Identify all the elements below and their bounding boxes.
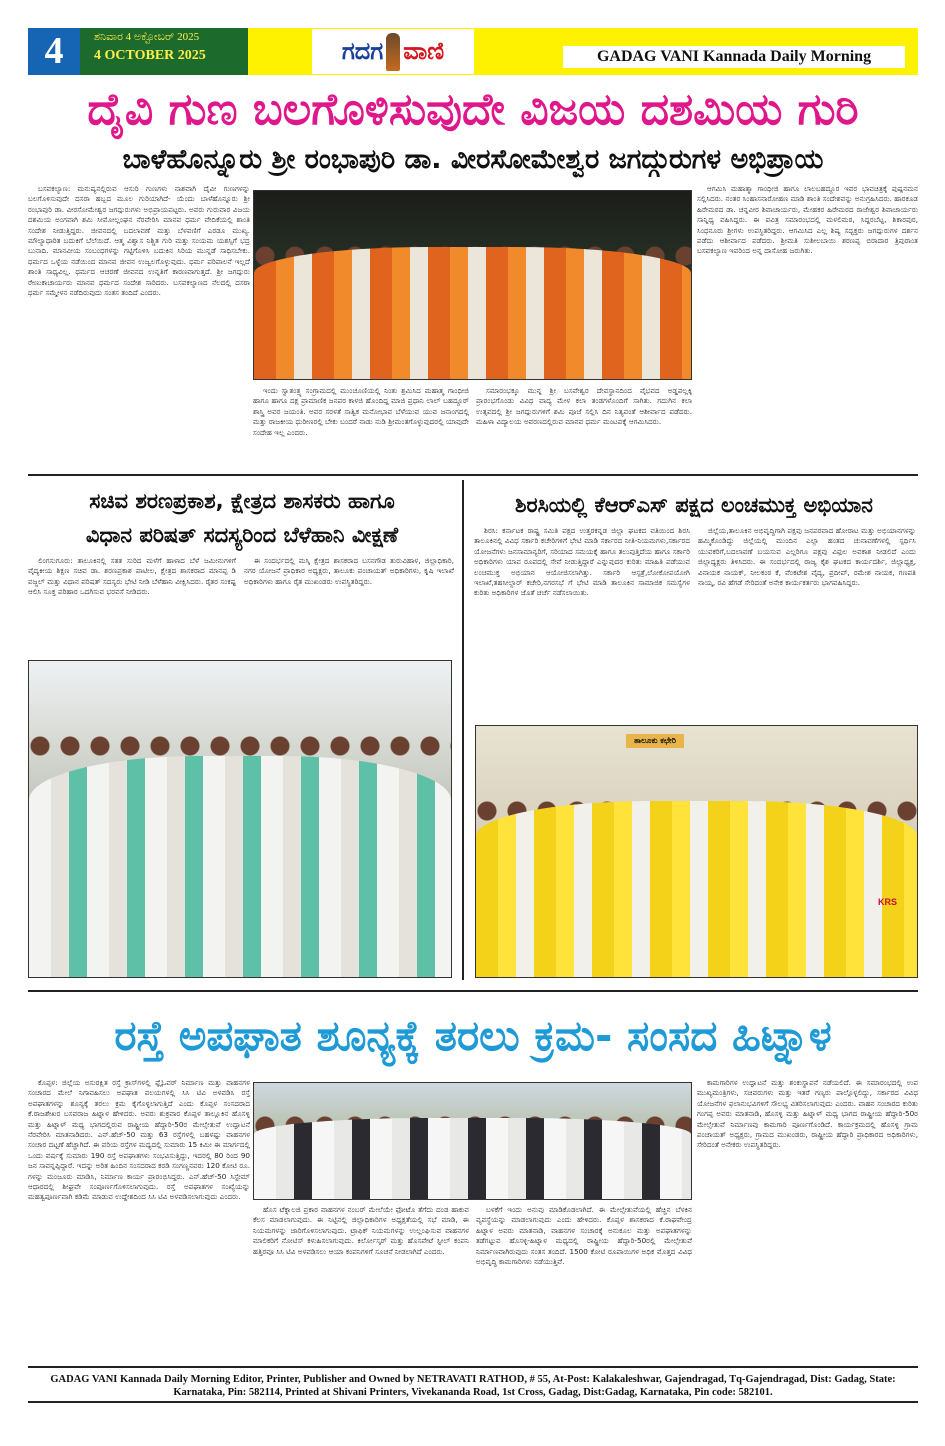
article4-headline: ರಸ್ತೆ ಅಪಘಾತ ಶೂನ್ಯಕ್ಕೆ ತರಲು ಕ್ರಮ- ಸಂಸದ ಹಿಟ್ನಾಳ <box>114 1011 832 1060</box>
date-english: 4 OCTOBER 2025 <box>94 48 206 63</box>
logo-text-vani: ವಾಣಿ <box>403 37 445 65</box>
article3-column-1: ಶಿರಸಿ: ಕರ್ನಾಟಕ ರಾಷ್ಟ್ರ ಸಮಿತಿ ಪಕ್ಷದ ಉತ್ತರಕನ್ನಡ ಜಿಲ್ಲಾ ಘಟಕದ ವತಿಯಿಂದ ಶಿರಸಿ ತಾಲೂಕಿನಲ್ಲಿ ವಿವಿಧ ಸರ್ಕಾರಿ ಕಚೇರಿಗಳಿಗೆ ಭೇಟಿ ಮಾಡಿ ಸರ್ಕಾರದ ನೀತಿ-ನಿಯಮಗಳು,ಸರ್ಕಾರದ ಯೋಜನೆಗಳು ಜನಸಾಮಾನ್ಯರಿಗೆ, ಸರಿಯಾದ ಸಮಯಕ್ಕೆ ಹಾಗೂ ತಲುಪುತ್ತಿದೆಯ ಹಾಗೂ ಸರ್ಕಾರಿ ಅಧಿಕಾರಿಗಳು ಯಾವ ರೂಪದಲ್ಲಿ ಸೇವೆ ನೀಡುತ್ತಿದ್ದಾರೆ ಎನ್ನುವುದರ ಕುರಿತು ಮಾಹಿತಿ ಪಡೆಯುವ ಲಂಚಮುಕ್ತ ಅಭಿಯಾನ ಆಯೋಜಿಸಲಾಗಿತ್ತು. ಸರ್ಕಾರಿ ಆಸ್ಪತ್ರೆ,ಲೋಕೋಪಯೋಗಿ ಇಲಾಖೆ,ತಹಸೀಲ್ದಾರ್ ಕಚೇರಿ,ನಗರಸಭೆ ಗೆ ಭೇಟಿ ಮಾಡಿ ತಾಲೂಕಿನ ಸಾಮಾಜಿಕ ಸಮಸ್ಯೆಗಳ ಕುರಿತು ಅಧಿಕಾರಿಗಳ ಜೊತೆ ಚರ್ಚೆ ನಡೆಸಲಾಯಿತು. <box>474 526 690 598</box>
masthead-tagline: GADAG VANI Kannada Daily Morning <box>563 46 905 68</box>
article2-headline-line1: ಸಚಿವ ಶರಣಪ್ರಕಾಶ, ಕ್ಷೇತ್ರದ ಶಾಸಕರು ಹಾಗೂ <box>89 489 395 513</box>
shirt-logo: KRS <box>877 897 897 907</box>
newspaper-logo <box>312 29 474 74</box>
article1-column-3: ಸಮಾರಂಭಕ್ಕೂ ಮುನ್ನ ಶ್ರೀ ಬಸವೇಶ್ವರ ದೇವಸ್ಥಾನದಿಂದ ವೈಭವದ ಅಡ್ಡಪಲ್ಲಕ್ಕಿ ಪ್ರಾರಂಭಗೊಂಡು ವಿವಿಧ ವಾದ್ಯ ಮೇಳ ಕಲಾ ತಂಡಗಳೊಂದಿಗೆ ಸಾಗಿತು. ಗದುಗಿನ ಕಲಾ ಉತ್ಸವದಲ್ಲಿ ಶ್ರೀ ಜಗದ್ಗುರುಗಳಿಗೆ ಶಮಿ ಪೂಜೆ ಸಲ್ಲಿಸಿ ದಿನ ನಿತ್ಯವಂತೆ ಆಶೀರ್ವಾದ ಪಡೆದರು. ಮಹಿಳಾ ವಿದ್ಯಾಲಯ ಅವರಣದಲ್ಲಿರುವ ಮಾನವ ಧರ್ಮ ಮಂಟಪಕ್ಕೆ ಆಗಮಿಸಿದರು. <box>476 386 692 427</box>
statue-icon <box>386 33 400 71</box>
article1-column-1: ಬಸವಕಲ್ಯಾಣ: ಮನುಷ್ಯನಲ್ಲಿರುವ ಆಸುರಿ ಗುಣಗಳು ನಾಶವಾಗಿ ದೈವೀ ಗುಣಗಳನ್ನು ಬಲಗೊಳಿಸುವುದೇ ದಸರಾ ಹಬ್ಬದ ಮೂಲ ಗುರಿಯಾಗಿದೆ- ಯೆಂದು ಬಾಳೆಹೊನ್ನೂರು ಶ್ರೀ ರಂಭಾಪುರಿ ಡಾ. ವೀರಸೋಮೇಶ್ವರ ಜಗದ್ಗುರುಗಳು ಅಭಿಪ್ರಾಯಪಟ್ಟರು. ಅವರು ಗುರುವಾರ ವಿಜಯ ದಶಮಿಯ ಅಂಗವಾಗಿ ಶಮಿ ಸೀಮೋಲ್ಲಂಘನ ನೆರವೇರಿಸಿ ಮಾನವ ಧರ್ಮ ವೇದಿಕೆಯಲ್ಲಿ ಶಾಂತಿ ಸಂದೇಶ ನೀಡುತ್ತಿದ್ದರು. ಜೀವನದಲ್ಲಿ ಬದಲಾವಣೆ ಮತ್ತು ಬೆಳವಣಿಗೆ ಎರಡೂ ಮುಖ್ಯ. ಮೌಲ್ಯಾಧಾರಿತ ಬದುಕಿಗೆ ಬೆಲೆಯಿದೆ. ಆತ್ಮ ವಿಶ್ವಾಸ ನಿಶ್ಚಿತ ಗುರಿ ಮತ್ತು ಸಂಯಮ ಯಶಸ್ಸಿಗೆ ಭದ್ರ ಬುನಾದಿ. ಮಾನವೀಯ ಸಂಬಂಧಗಳನ್ನು ಗಟ್ಟಿಗೊಳಿಸಿ ಬದುಕಿನ ಸಿರಿಯ ಮುನ್ನಡೆ ಸಾಧಿಸಬೇಕು. ಧರ್ಮದ ಒಳ್ಳೆಯ ನಡೆಯಿಂದ ಮಾನವ ಜೀವನ ಉಜ್ವಲಗೊಳ್ಳುವುದು. ಧರ್ಮ ಪರಿಪಾಲನೆ ಇಲ್ಲದೆ ಶಾಂತಿ ಸಾಧ್ಯವಿಲ್ಲ. ಧರ್ಮದ ಆಚರಣೆ ಜೀವನದ ಉನ್ನತಿಗೆ ಕಾರಣವಾಗುತ್ತದೆ. ಶ್ರೀ ಜಗದ್ಗುರು ರೇಣುಕಾಚಾರ್ಯರು ಮಾನವ ಧರ್ಮದ ಸಂದೇಶ ಸಾರಿದರು. ಬಸವಕಲ್ಯಾಣದ ನೆಲದಲ್ಲಿ ದಸರಾ ಧರ್ಮ ಸಮ್ಮೇಳನ ನಡೆದಿರುವುದು ಸಂತಸ ತಂದಿದೆ ಎಂದರು. <box>28 184 250 298</box>
article2-headline-line2: ವಿಧಾನ ಪರಿಷತ್ ಸದಸ್ಯರಿಂದ ಬೆಳೆಹಾನಿ ವೀಕ್ಷಣೆ <box>85 523 399 547</box>
footer-imprint: GADAG VANI Kannada Daily Morning Editor, Printer, Publisher and Owned by NETRAVATI RATHOD, # 55, At-Post: Kalakaleshwar, Gajendragad, Tq-Gajendragad, Dist: Gadag, State: Karnataka, Pin: 582114, Printed at Shivani Printers, Vivekananda Road, 1st Cross, Gadag, Dist:Gadag, Karnataka, Pin code: 582101. <box>50 1374 896 1398</box>
date-kannada: ಶನಿವಾರ 4 ಅಕ್ಟೋಬರ್ 2025 <box>94 31 200 43</box>
article4-column-4: ಕಾಮಗಾರಿಗಳ ಉದ್ಘಾಟನೆ ಮತ್ತು ಶಂಕುಸ್ಥಾಪನೆ ನಡೆಯಲಿದೆ. ಈ ಸಮಾರಂಭದಲ್ಲಿ ಉಪ ಮುಖ್ಯಮಂತ್ರಿಗಳು, ಸಚಿವರುಗಳು ಮತ್ತು ಇತರೆ ಗಣ್ಯರು ಪಾಲ್ಗೊಳ್ಳಲಿದ್ದು, ಸರ್ಕಾರದ ವಿವಿಧ ಯೋಜನೆಗಳ ಫಲಾನುಭವಿಗಳಿಗೆ ಸೌಲಭ್ಯ ವಿತರಿಸಲಾಗುವುದು ಎಂದರು. ವಾಹನ ಸಂಚಾರದ ಕುರಿತು ಗಂಗಪ್ಪ ಅವರು ಮಾತನಾಡಿ, ಹೊಸಳ್ಳಿ ಮತ್ತು ಹಿಟ್ನಾಳ್ ಮಧ್ಯ ಭಾಗದ ರಾಷ್ಟ್ರೀಯ ಹೆದ್ದಾರಿ-50ರ ಮೇಲ್ಸೇತುವೆ ನಿರ್ಮಾಣವು ಕಾಮಗಾರಿ ಪೂರ್ಣಗೊಂಡಿದೆ. ಕಾರ್ಯಕ್ರಮದಲ್ಲಿ ಹೊಸಳ್ಳಿ ಗ್ರಾಮ ಪಂಚಾಯತ್ ಅಧ್ಯಕ್ಷರು, ಗ್ರಾಮದ ಮುಖಂಡರು, ರಾಷ್ಟ್ರೀಯ ಹೆದ್ದಾರಿ ಪ್ರಾಧಿಕಾರದ ಅಧಿಕಾರಿಗಳು, ಸೇರಿದಂತೆ ಅನೇಕರು ಉಪಸ್ಥಿತರಿದ್ದರು. <box>697 1078 918 1150</box>
article4-column-3: ಬಳಕೆಗೆ ಇಂದು ಅನುವು ಮಾಡಿಕೊಡಲಾಗಿದೆ. ಈ ಮೇಲ್ಸೇತುವೆಯಲ್ಲಿ ಹೆಚ್ಚಿನ ಬೆಳಕಿನ ವ್ಯವಸ್ಥೆಯನ್ನು ಮಾಡಲಾಗುವುದು ಎಂದು ಹೇಳಿದರು. ಕೊಪ್ಪಳ ಶಾಸಕರಾದ ಕೆ.ರಾಘವೇಂದ್ರ ಹಿಟ್ನಾಳ ಅವರು ಮಾತನಾಡಿ, ವಾಹನಗಳ ಸಂಚಾರಕ್ಕೆ ಅನುಕೂಲ ಮತ್ತು ಅಪಘಾತಗಳನ್ನು ತಡೆಗಟ್ಟುವ ಹೊಸಳ್ಳಿ-ಹಿಟ್ನಾಳ ಮಧ್ಯದಲ್ಲಿ ರಾಷ್ಟ್ರೀಯ ಹೆದ್ದಾರಿ-50ರಲ್ಲಿ ಮೇಲ್ಸೇತುವೆ ನಿರ್ಮಾಣವಾಗಿರುವುದು ಸಂತಸ ತಂದಿದೆ. 1500 ಕೋಟಿ ರೂಪಾಯಿಗಳ ಅಧಿಕ ಮೊತ್ತದ ವಿವಿಧ ಅಭಿವೃದ್ಧಿ ಕಾಮಗಾರಿಗಳು ನಡೆಯುತ್ತಿವೆ. <box>476 1205 692 1267</box>
article2-column-1: ಲಿಂಗಸುಗೂರು: ತಾಲೂಕಿನಲ್ಲಿ ಸತತ ಸುರಿದ ಮಳೆಗೆ ಹಾಳಾದ ಬೆಳೆ ಜಮೀನುಗಳಿಗೆ ವೈದ್ಯಕೀಯ ಶಿಕ್ಷಣ ಸಚಿವ ಡಾ. ಶರಣಪ್ರಕಾಶ ಪಾಟೀಲ, ಕ್ಷೇತ್ರದ ಶಾಸಕರಾದ ಮಾನಪ್ಪ ಡಿ ವಜ್ಜಲ್ ಮತ್ತು ವಿಧಾನ ಪರಿಷತ್ ಸದಸ್ಯರು ಭೇಟಿ ನೀಡಿ ಬೆಳೆಹಾನಿ ವೀಕ್ಷಿಸಿದರು. ರೈತರ ಸಂಕಷ್ಟ ಆಲಿಸಿ ಸೂಕ್ತ ಪರಿಹಾರ ಒದಗಿಸುವ ಭರವಸೆ ನೀಡಿದರು. <box>28 556 236 597</box>
article1-subheadline: ಬಾಳೆಹೊನ್ನೂರು ಶ್ರೀ ರಂಭಾಪುರಿ ಡಾ. ವೀರಸೋಮೇಶ್ವರ ಜಗದ್ಗುರುಗಳ ಅಭಿಪ್ರಾಯ <box>122 144 824 175</box>
article1-photo-seers <box>253 190 692 380</box>
divider <box>28 474 918 476</box>
article3-column-2: ಜಿಲ್ಲೆಯ,ತಾಲೂಕಿನ ಅಭಿವೃದ್ಧಿಗಾಗಿ ಪಕ್ಷವು ಜನಪರವಾದ ಹೋರಾಟ ಮತ್ತು ಅಭಿಯಾನಗಳನ್ನು ಹಮ್ಮಿಕೊಂಡಿದ್ದು ಜಿಲ್ಲೆಯಲ್ಲಿ ಮುಂದಿನ ಎಲ್ಲಾ ಹಂತದ ಚುನಾವಣೆಗಳಲ್ಲಿ ಸ್ಪರ್ಧಿಸಿ ಯುವಕರಿಗೆ,ಬದಲಾವಣೆ ಬಯಸುವ ಎಲ್ಲರಿಗೂ ಪಕ್ಷವು ವಿಫುಲ ಅವಕಾಶ ನೀಡಲಿದೆ ಎಂದು ಜಿಲ್ಲಾಧ್ಯಕ್ಷರು ತಿಳಿಸಿದರು. ಈ ಸಂದರ್ಭದಲ್ಲಿ ರಾಜ್ಯ ಕೈಶ ಘಟಕದ ಕಾರ್ಯದರ್ಶಿ, ಜಿಲ್ಲಾಧ್ಯಕ್ಷ, ವಿನಾಯಕ ನಾಯಕ್, ನೀಲಕಂಠ ಕೆ, ವೆಂಕಟೇಶ ವೈದ್ಯ, ಪ್ರದೀಪ್, ರಮೇಶ ನಾಯಕ, ಗಣಪತಿ ನಾಯ್ಕ, ರವಿ ಹೆಗಡೆ ಸೇರಿದಂತೆ ಅನೇಕ ಕಾರ್ಯಕರ್ತರು ಭಾಗವಹಿಸಿದ್ದರು. <box>698 526 916 588</box>
divider <box>28 1366 918 1368</box>
article2-column-2: ಈ ಸಂದರ್ಭದಲ್ಲಿ ಮಸ್ಕಿ ಕ್ಷೇತ್ರದ ಶಾಸಕರಾದ ಬಸನಗೌಡ ತುರುವಿಹಾಳ, ಜಿಲ್ಲಾಧಿಕಾರಿ, ನಗರ ಯೋಜನೆ ಪ್ರಾಧಿಕಾರ ಅಧ್ಯಕ್ಷರು, ತಾಲೂಕು ಪಂಚಾಯತ್ ಅಧಿಕಾರಿಗಳು, ಕೃಷಿ ಇಲಾಖೆ ಅಧಿಕಾರಿಗಳು ಹಾಗೂ ರೈತ ಮುಖಂಡರು ಉಪಸ್ಥಿತರಿದ್ದರು. <box>244 556 454 586</box>
article4-column-2: ಹೊಸ ಟೆಕ್ನಾಲಜಿ ಪ್ರಕಾರ ವಾಹನಗಳ ನಂಬರ್ ಮೇಲೆಯೇ ಫೋಟೊ ತೆಗೆದು ದಂಡ ಹಾಕುವ ಕೆಲಸ ಮಾಡಲಾಗುವುದು. ಈ ನಿಟ್ಟಿನಲ್ಲಿ ಜಿಲ್ಲಾಧಿಕಾರಿಗಳ ಅಧ್ಯಕ್ಷತೆಯಲ್ಲಿ ಸಭೆ ಮಾಡಿ, ಈ ನಿಯಮಗಳನ್ನು ಜಾರಿಗೊಳಿಸಲಾಗುವುದು. ಟ್ರಾಫಿಕ್ ನಿಯಮಗಳನ್ನು ಉಲ್ಲಂಘಿಸುವ ವಾಹನಗಳ ಮಾಲಿಕರಿಗೆ ನೋಟಿಸ್ ಕಳುಹಿಸಲಾಗುವುದು. ಕಿರ್ಲೋಸ್ಕರ್ ಮತ್ತು ಹೊಸಪೇಟೆ ಸ್ಟೀಲ್ ಕಂಪನಿ ಹತ್ತಿರವೂ ಸಿಸಿ ಟಿವಿ ಅಳವಡಿಸಲು ಆಯಾ ಕಂಪನಿಗಳಿಗೆ ಸೂಚನೆ ನೀಡಲಾಗಿದೆ ಎಂದರು. <box>253 1205 469 1256</box>
page-number: 4 <box>28 28 80 75</box>
article1-headline: ದೈವಿ ಗುಣ ಬಲಗೊಳಿಸುವುದೇ ವಿಜಯ ದಶಮಿಯ ಗುರಿ <box>87 84 859 135</box>
logo-text-gadag: ಗದಗ <box>341 37 384 65</box>
article4-photo-flyover-inauguration <box>253 1082 692 1200</box>
article1-column-2: ಇಂದು ಸ್ವಾತಂತ್ರ್ಯ ಸಂಗ್ರಾಮದಲ್ಲಿ ಮುಂಚೂಣಿಯಲ್ಲಿ ನಿಂತು ಶ್ರಮಿಸಿದ ಮಹಾತ್ಮ ಗಾಂಧೀಜಿ ಹಾಗೂ ಹಾಗೂ ದಕ್ಷ ಪ್ರಾಮಾಣಿಕ ಜನಪರ ಕಾಳಜಿ ಹೊಂದಿದ್ದ ಮಾಜಿ ಪ್ರಧಾನಿ ಲಾಲ್ ಬಹದ್ದೂರ್ ಶಾಸ್ತ್ರಿ ಅವರ ಜಯಂತಿ. ಅವರ ಸರಳತೆ ಸಾತ್ವಿಕ ಮನೋಭಾವ ಬೆಳೆಯುವ ಯುವ ಜನಾಂಗದಲ್ಲಿ ಮತ್ತು ರಾಜಕೀಯ ಧುರೀಣರಲ್ಲಿ ಬೇಕು ಬಂದರೆ ನಾಡು ನುಡಿ ಶ್ರೀಮಂತಗೊಳ್ಳುವುದರಲ್ಲಿ ಯಾವುದೇ ಸಂದೇಹ ಇಲ್ಲ ಎಂದರು. <box>253 386 469 437</box>
office-signboard: ತಾಲೂಕು ಕಛೇರಿ <box>626 734 684 748</box>
date-box <box>80 28 248 75</box>
divider <box>28 990 918 992</box>
article4-column-1: ಕೊಪ್ಪಳ: ಜಿಲ್ಲೆಯ ಅಸುರಕ್ಷಿತ ರಸ್ತೆ ಕ್ರಾಸ್‌ಗಳಲ್ಲಿ ಫ್ಲೈಓವರ್ ನಿರ್ಮಾಣ ಮತ್ತು ವಾಹನಗಳ ಸಂಚಾರದ ಮೇಲೆ ನಿಗಾವಹಿಸಲು ಅಪಘಾತ ವಲಯಗಳಲ್ಲಿ ಸಿಸಿ ಟಿವಿ ಅಳವಡಿಸಿ ರಸ್ತೆ ಅಪಘಾತಗಳನ್ನು ಶೂನ್ಯಕ್ಕೆ ತರಲು ಕ್ರಮ ಕೈಗೊಳ್ಳಲಾಗುತ್ತಿದೆ ಎಂದು ಕೊಪ್ಪಳ ಸಂಸದರಾದ ಕೆ.ರಾಜಶೇಖರ ಬಸವರಾಜ ಹಿಟ್ನಾಳ ಹೇಳಿದರು. ಅವರು ಶುಕ್ರವಾರ ಕೊಪ್ಪಳ ತಾಲ್ಲೂಕಿನ ಹೊಸಳ್ಳಿ ಮತ್ತು ಹಿಟ್ನಾಳ್ ಮಧ್ಯ ಭಾಗದಲ್ಲಿರುವ ರಾಷ್ಟ್ರೀಯ ಹೆದ್ದಾರಿ-50ರ ಮೇಲ್ಸೇತುವೆ ಉದ್ಘಾಟನೆ ನೆರವೇರಿಸಿ ಮಾತನಾಡಿದರು. ಎನ್.ಹೆಚ್-50 ಮತ್ತು 63 ರಸ್ತೆಗಳಲ್ಲಿ ಬಹಳಷ್ಟು ವಾಹನಗಳ ಸಂಚಾರ ದಟ್ಟಣೆ ಹೆಚ್ಚಾಗಿದೆ. ಈ ವರಿಯ ರಸ್ತೆಗಳ ಮಧ್ಯದಲ್ಲಿ ಸುಮಾರು 15 ಕಿಮೀ ಈ ಮಾರ್ಗದಲ್ಲಿ ಒಂದು ವರ್ಷಕ್ಕೆ ಸುಮಾರು 190 ರಸ್ತೆ ಅಪಘಾತಗಳು ಸಂಭವಿಸುತ್ತಿದ್ದು, ಇದರಲ್ಲಿ 80 ರಿಂದ 90 ಜನ ಸಾವನ್ನಪ್ಪಿದ್ದಾರೆ. ಇದನ್ನು ಅರಿತ ಹಿಂದಿನ ಸಂಸದರಾದ ಕರಡಿ ಸಂಗಣ್ಣನವರು 120 ಕೋಟಿ ರೂ. ಗಳನ್ನು ಮಂಜೂರು ಮಾಡಿಸಿ, ನಿರ್ಮಾಣ ಕಾರ್ಯ ಪ್ರಾರಂಭಿಸಿದ್ದರು. ಎನ್.ಹೆಚ್-50 ಸಿಸ್ಟೇಮ್ ಆಧಾರದಲ್ಲಿ ಶೀಘ್ರವೇ ಸಂಪೂರ್ಣಗೊಳಿಸಲಾಗುವುದು. ರಸ್ತೆ ಅಪಘಾತಗಳ ಸಂಖ್ಯೆಯನ್ನು ಮಹತ್ವಪೂರ್ಣವಾಗಿ ಕಡಿಮೆ ಮಾಡುವ ಉದ್ದೇಶದಿಂದ ಸಿಸಿ ಟಿವಿ ಅಳವಡಿಸಲಾಗುವುದು ಎಂದರು. <box>28 1078 250 1202</box>
article3-headline: ಶಿರಸಿಯಲ್ಲಿ ಕೆಆರ್‌ಎಸ್ ಪಕ್ಷದ ಲಂಚಮುಕ್ತ ಅಭಿಯಾನ <box>515 493 873 517</box>
divider <box>28 1401 918 1403</box>
article1-column-4: ಆಗಮಿಸಿ ಮಹಾತ್ಮಾ ಗಾಂಧೀಜಿ ಹಾಗೂ ಲಾಲಬಹದ್ದೂರ ಇವರ ಭಾವಚಿತ್ರಕ್ಕೆ ಪುಷ್ಪನಮನ ಸಲ್ಲಿಸಿದರು. ನಂತರ ಸಿಂಹಾಸನಾರೋಹಣ ಮಾಡಿ ಶಾಂತಿ ಸಂದೇಶವನ್ನು ಅನುಗ್ರಹಿಸಿದರು. ಹಾರಕೂಡ ಹಿರೇಮಠದ ಡಾ. ಚನ್ನವೀರ ಶಿವಾಚಾರ್ಯರು, ಮೇಹಕರ ಹಿರೇಮಠದ ರಾಜೇಶ್ವರ ಶಿವಾಚಾರ್ಯರು ಸಾನ್ನಿಧ್ಯ ವಹಿಸಿದ್ದರು. ಈ ಪವಿತ್ರ ಸಮಾರಂಭದಲ್ಲಿ ಮಳಲಿಮಠ, ಸಿದ್ದರಬೆಟ್ಟ, ಶಿಕಾರಪುರ, ಸಿಂಧನೂರು ಶ್ರೀಗಳು ಉಪಸ್ಥಿತರಿದ್ದರು. ಆಗಮಿಸಿದ ಎಲ್ಲ ಶಿಷ್ಯ ಸದ್ಭಕ್ತರು ಜಗದ್ಗುರುಗಳ ದರ್ಶನ ಪಡೆದು ಆಶೀರ್ವಾದ ಪಡೆದರು. ಶ್ರೀಮತಿ ಸುಶೀಲಬಾಯಿ ಶರಣಪ್ಪ ಬಿರಾದಾರ ತ್ರಿಪುರಾಂತ ಬಸವಕಲ್ಯಾಣ ಇವರಿಂದ ಅನ್ನ ದಾಸೋಹ ಜರುಗಿತು. <box>697 184 918 256</box>
divider <box>462 480 464 980</box>
article2-photo-crop-inspection <box>28 660 452 978</box>
article3-photo-krs-team <box>475 725 918 978</box>
